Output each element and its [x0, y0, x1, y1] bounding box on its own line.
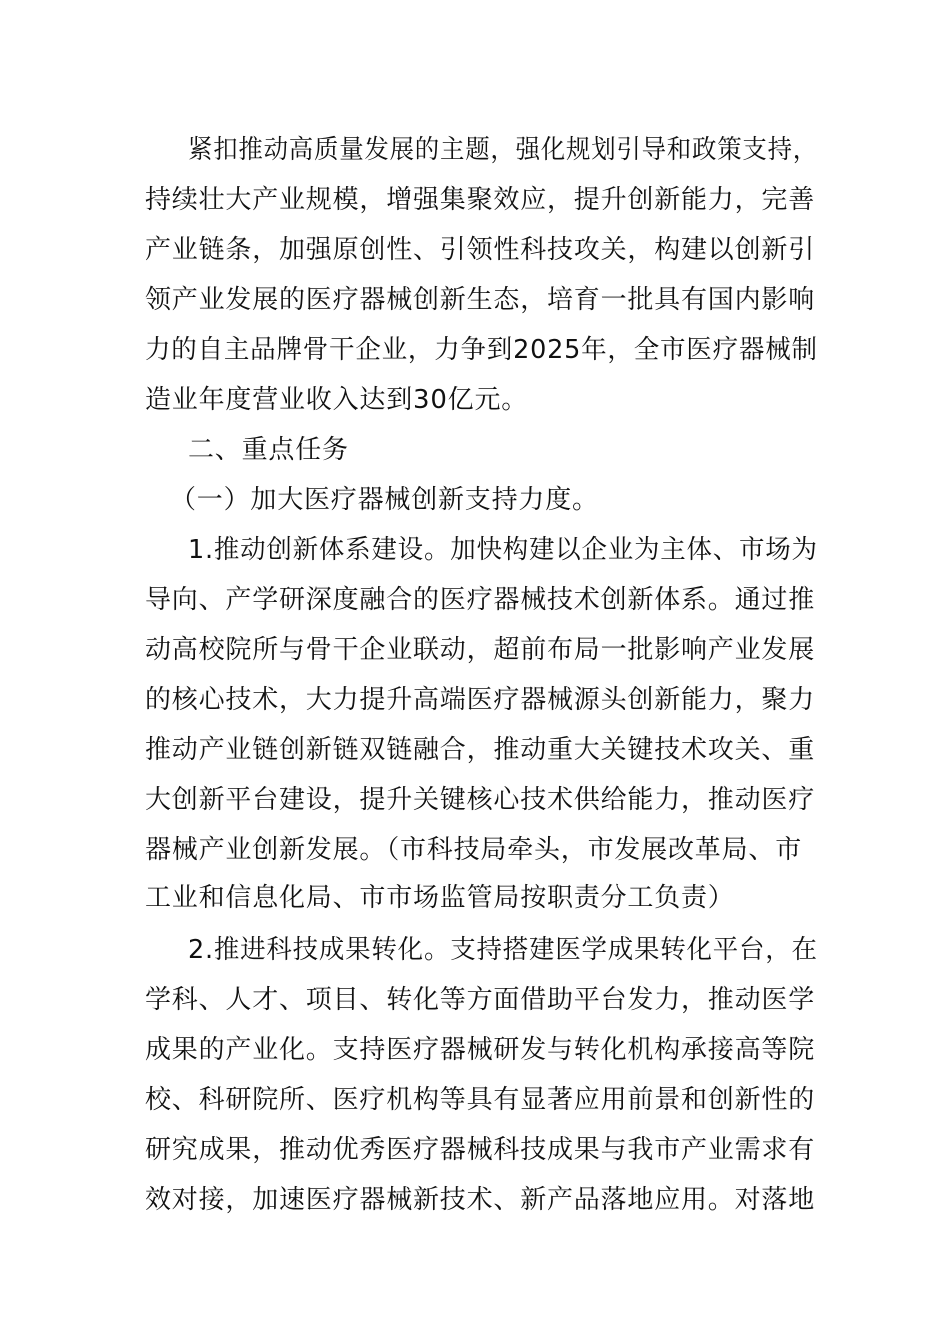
paragraph-line: 推动产业链创新链双链融合，推动重大关键技术攻关、重 — [145, 735, 816, 765]
paragraph-line: 动高校院所与骨干企业联动，超前布局一批影响产业发展 — [145, 635, 816, 665]
paragraph-line: 学科、人才、项目、转化等方面借助平台发力，推动医学 — [145, 985, 816, 1015]
paragraph-line: 的核心技术，大力提升高端医疗器械源头创新能力，聚力 — [145, 685, 816, 715]
paragraph-line: 2.推进科技成果转化。支持搭建医学成果转化平台，在 — [188, 935, 818, 965]
paragraph-line: 效对接，加速医疗器械新技术、新产品落地应用。对落地 — [145, 1185, 816, 1215]
paragraph-line: 校、科研院所、医疗机构等具有显著应用前景和创新性的 — [145, 1085, 816, 1115]
paragraph-line: 研究成果，推动优秀医疗器械科技成果与我市产业需求有 — [145, 1135, 816, 1165]
subsection-heading: （一）加大医疗器械创新支持力度。 — [170, 485, 599, 515]
section-heading: 二、重点任务 — [188, 435, 349, 465]
paragraph-line: 成果的产业化。支持医疗器械研发与转化机构承接高等院 — [145, 1035, 816, 1065]
paragraph-line: 造业年度营业收入达到30亿元。 — [145, 385, 529, 415]
paragraph-line: 导向、产学研深度融合的医疗器械技术创新体系。通过推 — [145, 585, 816, 615]
paragraph-line: 产业链条，加强原创性、引领性科技攻关，构建以创新引 — [145, 235, 816, 265]
paragraph-line: 持续壮大产业规模，增强集聚效应，提升创新能力，完善 — [145, 185, 816, 215]
paragraph-line: 工业和信息化局、市市场监管局按职责分工负责） — [145, 883, 735, 913]
paragraph-line: 器械产业创新发展。（市科技局牵头，市发展改革局、市 — [145, 835, 803, 865]
paragraph-line: 大创新平台建设，提升关键核心技术供给能力，推动医疗 — [145, 785, 816, 815]
paragraph-line: 1.推动创新体系建设。加快构建以企业为主体、市场为 — [188, 535, 818, 565]
paragraph-line: 紧扣推动高质量发展的主题，强化规划引导和政策支持， — [188, 135, 819, 165]
paragraph-line: 领产业发展的医疗器械创新生态，培育一批具有国内影响 — [145, 285, 816, 315]
paragraph-line: 力的自主品牌骨干企业，力争到2025年，全市医疗器械制 — [145, 335, 818, 365]
